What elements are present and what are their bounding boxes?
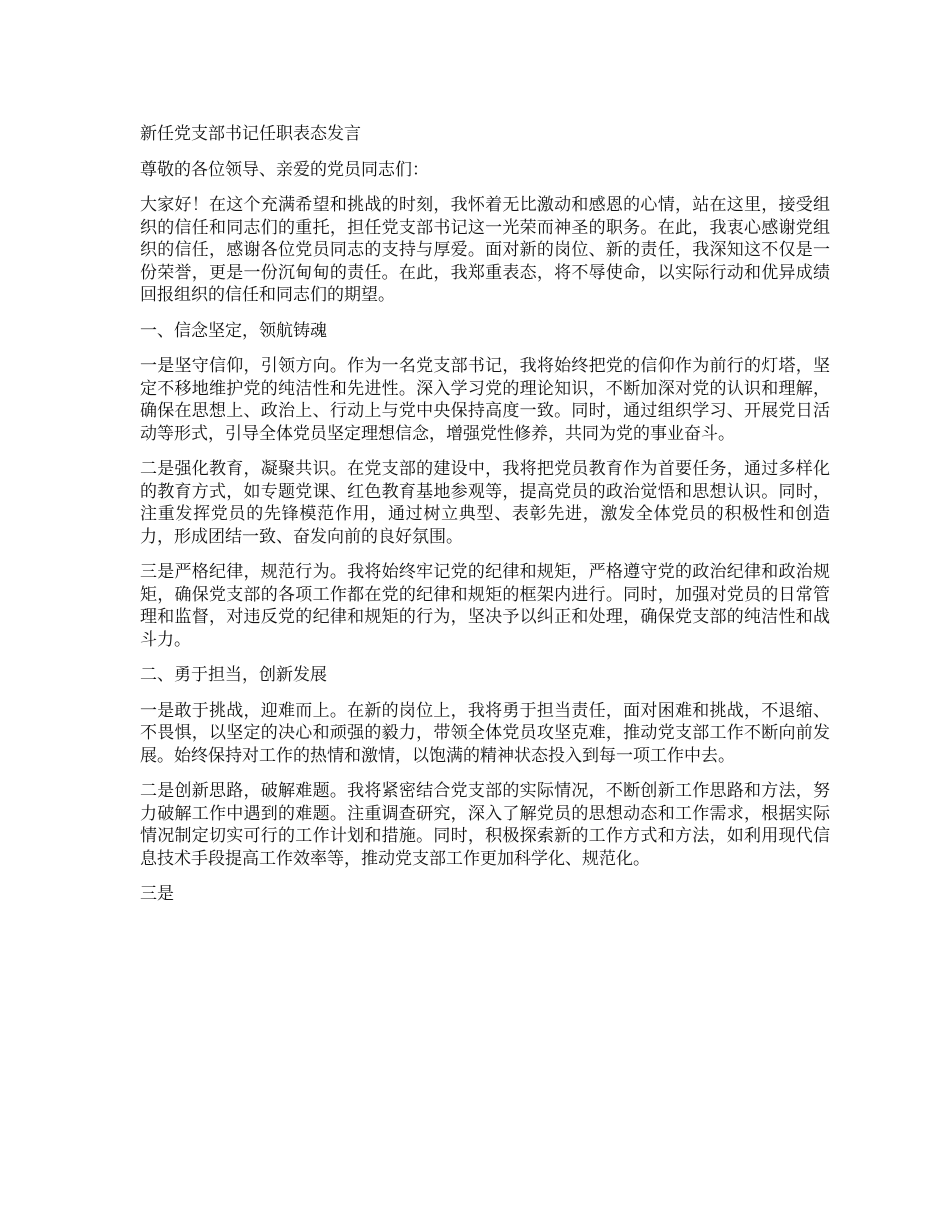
section1-paragraph-1: 一是坚守信仰，引领方向。作为一名党支部书记，我将始终把党的信仰作为前行的灯塔，坚定不移地维护党的纯洁性和先进性。深入学习党的理论知识，不断加深对党的认识和理解，确保在思想上、政治上、行动上与党中央保持高度一致。同时，通过组织学习、开展党日活动等形式，引导全体党员坚定理想信念，增强党性修养，共同为党的事业奋斗。: [140, 356, 830, 444]
document-title: 新任党支部书记任职表态发言: [140, 124, 361, 144]
intro-paragraph: 大家好！在这个充满希望和挑战的时刻，我怀着无比激动和感恩的心情，站在这里，接受组织的信任和同志们的重托，担任党支部书记这一光荣而神圣的职务。在此，我衷心感谢党组织的信任，感谢各位党员同志的支持与厚爱。面对新的岗位、新的责任，我深知这不仅是一份荣誉，更是一份沉甸甸的责任。在此，我郑重表态，将不辱使命，以实际行动和优异成绩回报组织的信任和同志们的期望。: [140, 195, 830, 305]
section-heading-2: 二、勇于担当，创新发展: [140, 665, 327, 685]
section1-paragraph-2: 二是强化教育，凝聚共识。在党支部的建设中，我将把党员教育作为首要任务，通过多样化的教育方式，如专题党课、红色教育基地参观等，提高党员的政治觉悟和思想认识。同时，注重发挥党员的先锋模范作用，通过树立典型、表彰先进，激发全体党员的积极性和创造力，形成团结一致、奋发向前的良好氛围。: [140, 459, 830, 547]
greeting: 尊敬的各位领导、亲爱的党员同志们：: [140, 159, 429, 180]
section1-paragraph-3: 三是严格纪律，规范行为。我将始终牢记党的纪律和规矩，严格遵守党的政治纪律和政治规矩，确保党支部的各项工作都在党的纪律和规矩的框架内进行。同时，加强对党员的日常管理和监督，对违反党的纪律和规矩的行为，坚决予以纠正和处理，确保党支部的纯洁性和战斗力。: [140, 562, 830, 650]
section2-paragraph-2: 二是创新思路，破解难题。我将紧密结合党支部的实际情况，不断创新工作思路和方法，努力破解工作中遇到的难题。注重调查研究，深入了解党员的思想动态和工作需求，根据实际情况制定切实可行的工作计划和措施。同时，积极探索新的工作方式和方法，如利用现代信息技术手段提高工作效率等，推动党支部工作更加科学化、规范化。: [140, 781, 830, 869]
section2-paragraph-1: 一是敢于挑战，迎难而上。在新的岗位上，我将勇于担当责任，面对困难和挑战，不退缩、不畏惧，以坚定的决心和顽强的毅力，带领全体党员攻坚克难，推动党支部工作不断向前发展。始终保持对工作的热情和激情，以饱满的精神状态投入到每一项工作中去。: [140, 700, 830, 766]
document-page: [140, 123, 830, 919]
section2-paragraph-3: 三是: [140, 884, 174, 904]
section-heading-1: 一、信念坚定，领航铸魂: [140, 320, 327, 341]
